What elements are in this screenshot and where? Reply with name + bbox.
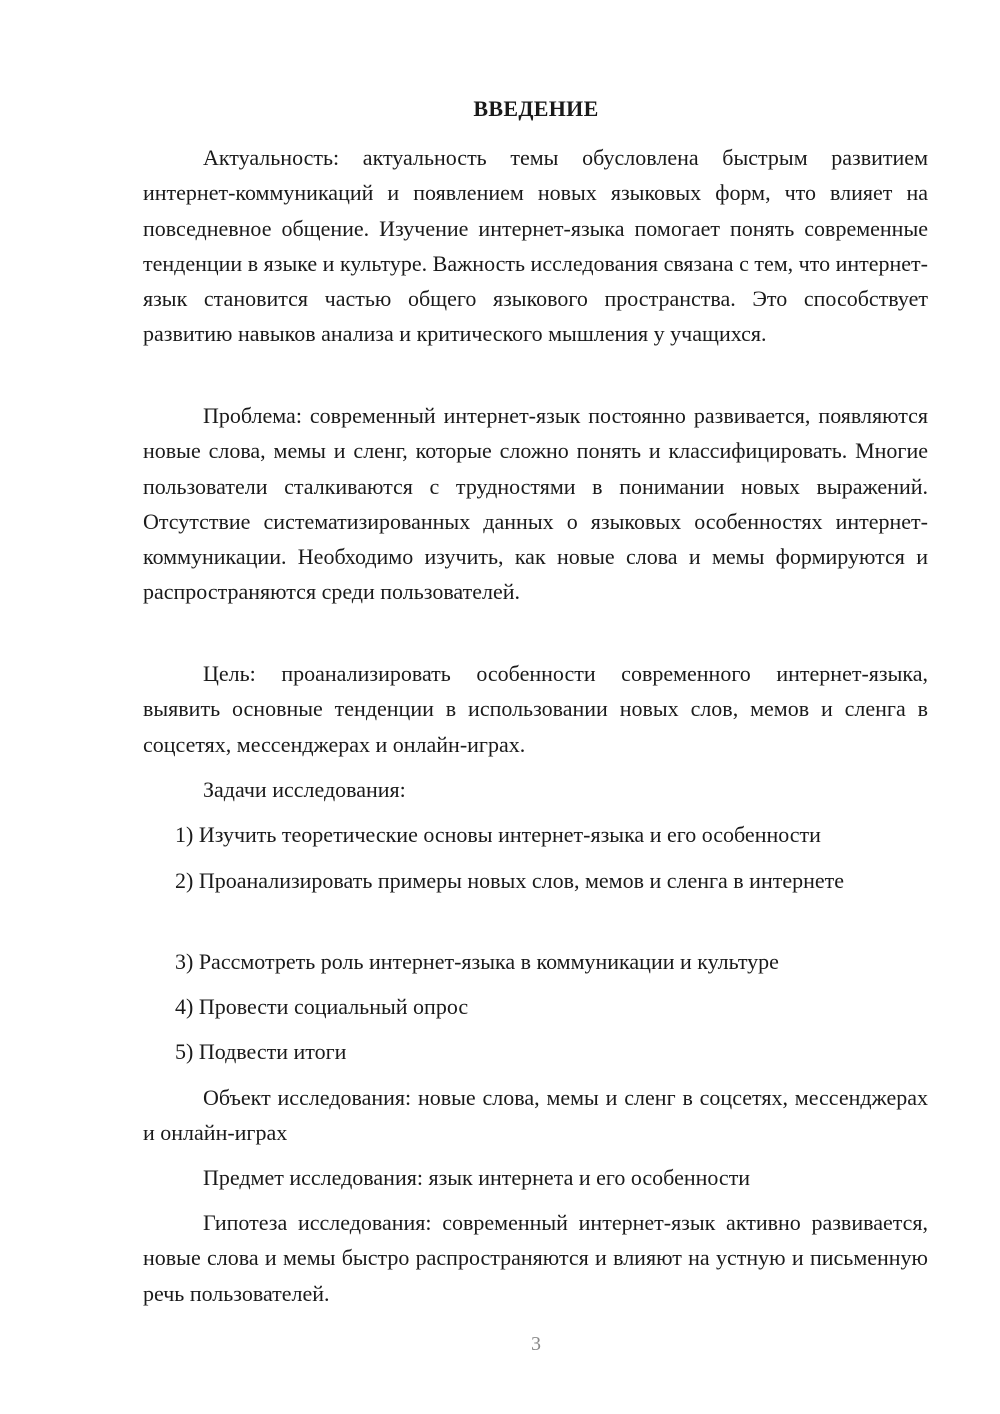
list-item-task-2: 2) Проанализировать примеры новых слов, мемов и сленга в интернете	[175, 868, 845, 893]
list-item-task-1: 1) Изучить теоретические основы интернет-языка и его особенности	[175, 822, 821, 847]
list-item-task-3: 3) Рассмотреть роль интернет-языка в коммуникации и культуре	[175, 949, 779, 974]
paragraph-object: Объект исследования: новые слова, мемы и сленг в соцсетях, мессенджерах и онлайн-играх	[143, 1085, 928, 1146]
paragraph-relevance: Актуальность: актуальность темы обусловлена быстрым развитием интернет-коммуникаций и появлением новых языковых форм, что влияет на повседневное общение. Изучение интернет-языка помогает понять современные тенденции в языке и культуре. Важность исследования связана с тем, что интернет-язык становится частью общего языкового пространства. Это способствует развитию навыков анализа и критического мышления у учащихся.	[143, 145, 928, 347]
paragraph-hypothesis: Гипотеза исследования: современный интернет-язык активно развивается, новые слова и мемы быстро распространяются и влияют на устную и письменную речь пользователей.	[143, 1210, 928, 1306]
paragraph-problem: Проблема: современный интернет-язык постоянно развивается, появляются новые слова, мемы и сленг, которые сложно понять и классифицировать. Многие пользователи сталкиваются с трудностями в понимании новых выражений. Отсутствие систематизированных данных о языковых особенностях интернет-коммуникации. Необходимо изучить, как новые слова и мемы формируются и распространяются среди пользователей.	[143, 403, 928, 605]
list-item-task-4: 4) Провести социальный опрос	[175, 994, 469, 1019]
tasks-heading: Задачи исследования:	[203, 777, 406, 802]
page-title: ВВЕДЕНИЕ	[473, 96, 599, 121]
paragraph-subject: Предмет исследования: язык интернета и его особенности	[203, 1165, 751, 1190]
page-number: 3	[531, 1333, 541, 1355]
paragraph-goal: Цель: проанализировать особенности современного интернет-языка, выявить основные тенденции в использовании новых слов, мемов и сленга в соцсетях, мессенджерах и онлайн-играх.	[143, 661, 928, 757]
list-item-task-5: 5) Подвести итоги	[175, 1039, 347, 1064]
